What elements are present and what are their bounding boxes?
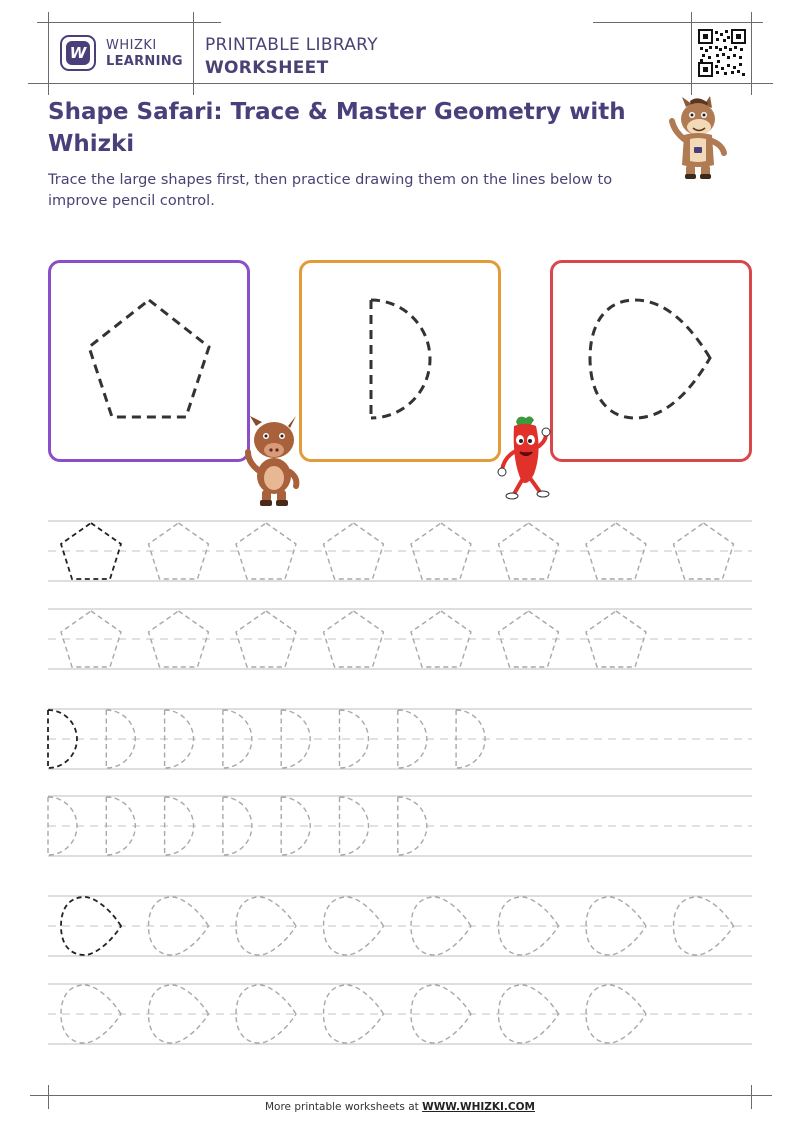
- instructions-text: Trace the large shapes first, then practice drawing them on the lines below to improve pencil control.: [48, 172, 613, 209]
- boar-mascot-icon: [242, 414, 306, 510]
- footer-text: More printable worksheets at: [264, 1101, 423, 1113]
- header-worksheet-label: WORKSHEET: [205, 58, 329, 78]
- footer: [0, 1101, 800, 1113]
- brand-name: WHIZKI: [106, 38, 157, 53]
- chili-pepper-mascot-icon: [496, 412, 556, 502]
- brand-sub: LEARNING: [106, 54, 183, 69]
- page-title: Shape Safari: Trace & Master Geometry with Whizki: [48, 99, 626, 157]
- tracing-practice-area: [0, 500, 800, 1060]
- big-teardrop-trace: [0, 0, 800, 480]
- logo-icon: W: [66, 41, 90, 65]
- header-library-label: PRINTABLE LIBRARY: [205, 35, 378, 55]
- footer-link[interactable]: WWW.WHIZKI.COM: [422, 1101, 535, 1113]
- frame-footer-line: [30, 1095, 772, 1096]
